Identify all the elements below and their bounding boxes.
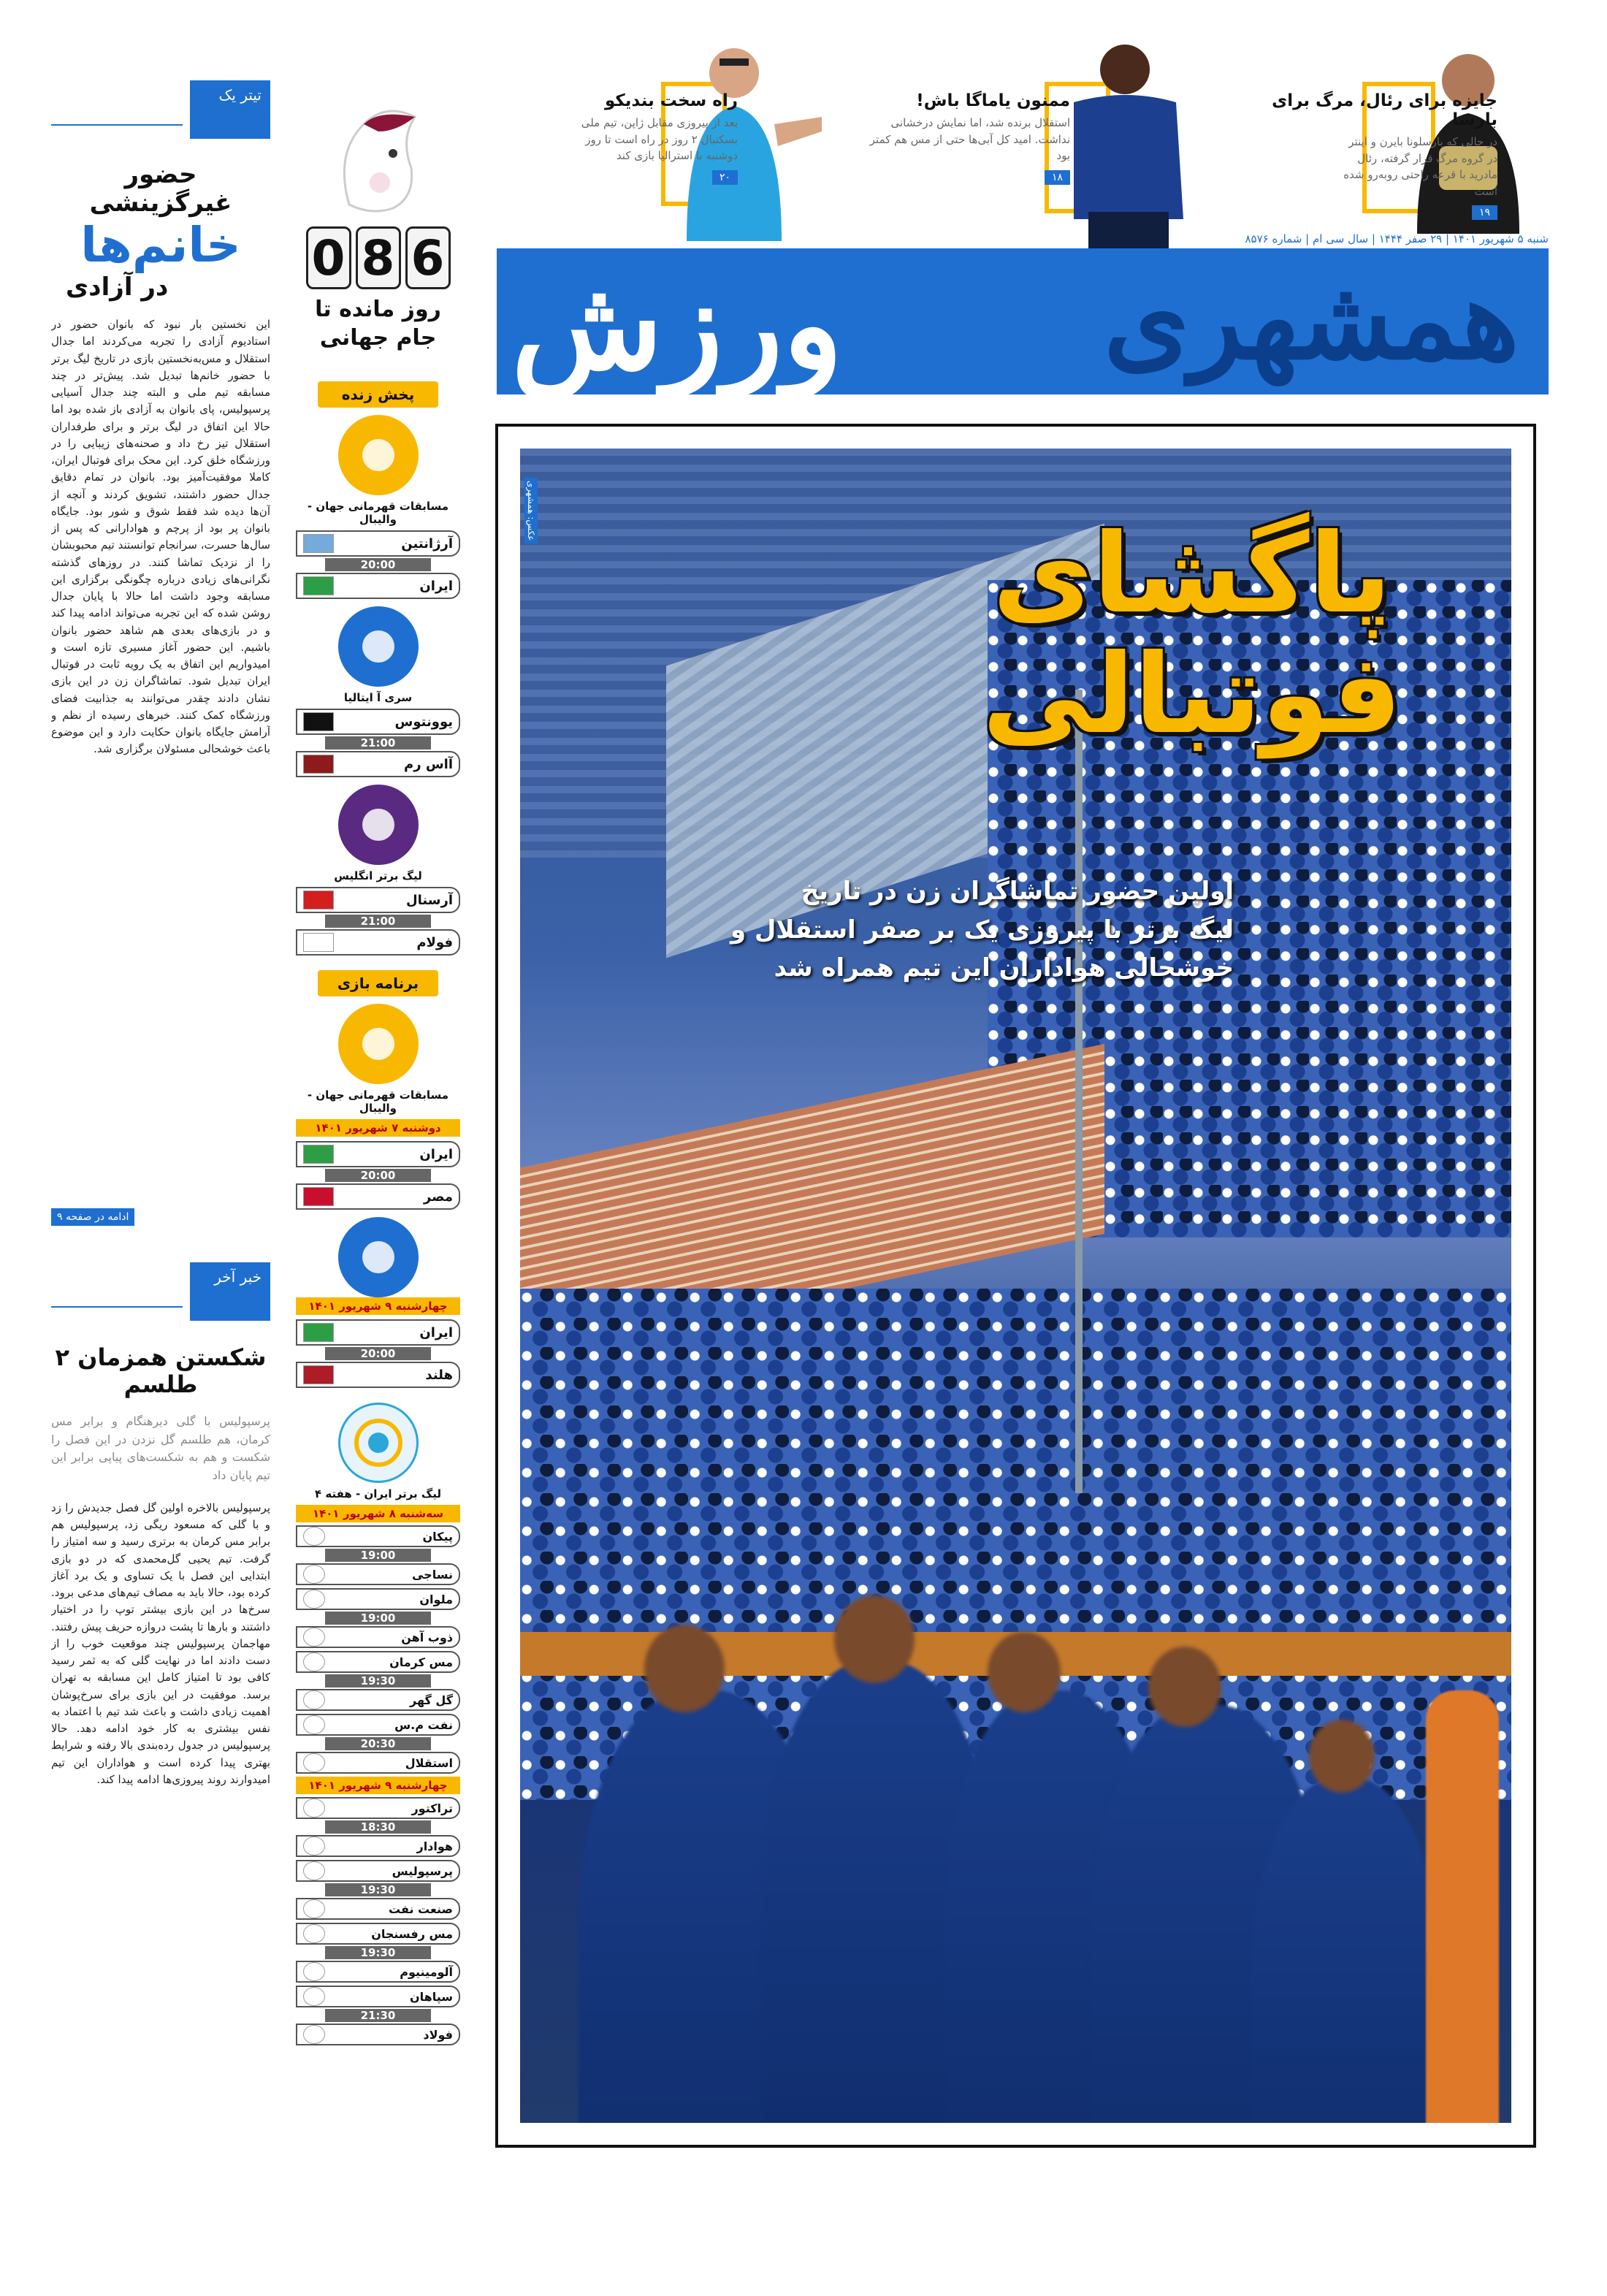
team-name: آاس رم: [404, 756, 453, 772]
page-number: ۲۰: [712, 170, 738, 185]
left-column: [51, 80, 270, 2048]
team-name: مس رفسنجان: [371, 1926, 453, 1941]
team-row: [296, 709, 460, 735]
story-card[interactable]: [866, 91, 1070, 185]
team-name: سپاهان: [409, 1989, 453, 2004]
team-name: آرژانتین: [401, 535, 453, 552]
team-flag-icon: [303, 1987, 325, 2006]
competition-logo: [338, 785, 419, 865]
post-title: در آزادی: [66, 272, 169, 302]
match-time: 18:30: [325, 1820, 431, 1834]
team-flag-icon: [303, 933, 334, 952]
team-row: [296, 2024, 460, 2045]
program-heading: برنامه بازی: [318, 970, 438, 996]
match-date: چهارشنبه ۹ شهریور ۱۴۰۱: [296, 1777, 460, 1794]
competition-name: مسابقات قهرمانی جهان - والیبال: [307, 500, 449, 526]
subheadline-line: خوشحالی هواداران این تیم همراه شد: [774, 953, 1234, 983]
iran-league-logo: [338, 1403, 419, 1483]
team-flag-icon: [303, 712, 334, 731]
dateline: شنبه ۵ شهریور ۱۴۰۱ | ۲۹ صفر ۱۴۴۴ | سال سی ام | شماره ۸۵۷۶: [1245, 232, 1549, 245]
page-number: ۱۹: [1472, 205, 1497, 220]
league-logo-icon: [353, 1417, 404, 1468]
team-row: [296, 1752, 460, 1774]
team-row: [296, 1651, 460, 1673]
masthead: [497, 248, 1549, 398]
match-card[interactable]: [296, 709, 460, 777]
team-name: ذوب آهن: [401, 1630, 453, 1644]
match-time: 19:30: [325, 1674, 431, 1687]
story-card[interactable]: [519, 91, 738, 185]
league-list: [296, 1797, 460, 2045]
match-time: 20:00: [325, 1169, 431, 1182]
match-card[interactable]: [296, 1141, 460, 1210]
match-date: چهارشنبه ۹ شهریور ۱۴۰۱: [296, 1297, 460, 1315]
team-row: [296, 530, 460, 557]
team-flag-icon: [303, 1690, 325, 1709]
team-flag-icon: [303, 1565, 325, 1584]
match-time: 20:00: [325, 558, 431, 571]
team-row: [296, 573, 460, 599]
masthead-subtitle: ورزش: [511, 252, 843, 398]
team-flag-icon: [303, 1187, 334, 1206]
team-row: [296, 1362, 460, 1388]
team-row: [296, 1923, 460, 1945]
team-name: گل گهر: [410, 1693, 453, 1707]
team-name: پیکان: [422, 1529, 453, 1544]
main-subheadline: [730, 872, 1234, 988]
match-time: 19:00: [325, 1612, 431, 1625]
schedule-column: [296, 80, 460, 2048]
team-flag-icon: [303, 1323, 334, 1342]
match-card[interactable]: [296, 1860, 460, 1920]
team-row: [296, 1563, 460, 1585]
pre-title: حضور غیرگزینشی: [89, 160, 232, 218]
headline-line: فوتبالی: [982, 631, 1402, 758]
team-flag-icon: [303, 1652, 325, 1671]
team-flag-icon: [303, 1962, 325, 1981]
story-title: ممنون یاماگا باش!: [916, 91, 1070, 110]
team-row: [296, 751, 460, 777]
team-flag-icon: [303, 576, 334, 595]
team-name: استقلال: [405, 1755, 453, 1770]
competition-name: لیگ برتر ایران - هفته ۴: [315, 1487, 441, 1500]
photo-credit: عکس: همشهری: [524, 478, 538, 544]
countdown-digit: 6: [405, 226, 451, 289]
story-body: در حالی که بارسلونا بایرن و اینتر در گروه مرگ قرار گرفته، رئال مادرید با قرعه راحتی روبه‌رو شده است: [1343, 135, 1497, 198]
team-row: [296, 1835, 460, 1857]
team-flag-icon: [303, 1715, 325, 1734]
headline-line: پاگشای: [992, 511, 1392, 638]
team-row: [296, 1797, 460, 1819]
team-name: فولاد: [423, 2027, 453, 2042]
team-row: [296, 1183, 460, 1210]
match-card[interactable]: [296, 887, 460, 956]
match-time: 19:00: [325, 1549, 431, 1562]
section-tag: خبر آخر: [190, 1262, 270, 1321]
section-tag: تیتر یک: [190, 80, 270, 139]
team-row: [296, 1986, 460, 2007]
team-name: مس کرمان: [389, 1655, 453, 1669]
match-card[interactable]: [296, 1588, 460, 1648]
story-title: جایزه برای رئال، مرگ برای بارسا: [1272, 91, 1497, 129]
team-name: فولام: [416, 934, 453, 950]
countdown: [296, 226, 460, 289]
main-headline: [982, 511, 1402, 758]
team-name: مصر: [423, 1189, 453, 1205]
team-name: یوونتوس: [394, 714, 453, 730]
page-number: ۱۸: [1045, 170, 1070, 185]
team-flag-icon: [303, 1145, 334, 1164]
team-flag-icon: [303, 1590, 325, 1609]
match-time: 21:00: [325, 915, 431, 928]
team-flag-icon: [303, 1899, 325, 1918]
competition-logo: [338, 606, 419, 687]
player: [1251, 1778, 1440, 2123]
news-lead: پرسپولیس با گلی دیرهنگام و برابر مس کرمان، هم طلسم گل نزدن در این فصل را شکست و هم به شکست‌های پیاپی برابر این تیم پایان داد: [51, 1414, 270, 1483]
team-flag-icon: [303, 890, 334, 909]
countdown-digit: 0: [306, 226, 351, 289]
match-time: 19:30: [325, 1946, 431, 1959]
team-flag-icon: [303, 1628, 325, 1647]
subheadline-line: لیگ برتر با پیروزی یک بر صفر استقلال و: [730, 915, 1234, 945]
program-list: [296, 1004, 460, 1388]
match-date: سه‌شنبه ۸ شهریور ۱۴۰۱: [296, 1505, 460, 1522]
team-name: نساجی: [411, 1567, 453, 1582]
team-row: [296, 1898, 460, 1920]
match-time: 21:00: [325, 736, 431, 750]
team-flag-icon: [303, 534, 334, 553]
team-row: [296, 1588, 460, 1610]
continue-link[interactable]: ادامه در صفحه ۹: [51, 1208, 134, 1226]
match-card[interactable]: [296, 530, 460, 599]
countdown-label: جام جهانی: [319, 325, 437, 351]
story-body: بعد از پیروزی مقابل ژاپن، تیم ملی بسکتبال ۲ روز در راه است تا روز دوشنبه با استرالیا بازی کند: [581, 116, 738, 162]
team-row: [296, 1626, 460, 1648]
competition-logo-icon: [356, 625, 400, 668]
story-title: راه سخت بندیکو: [604, 91, 738, 110]
team-flag-icon: [303, 1861, 325, 1880]
team-row: [296, 1141, 460, 1167]
match-time: 20:00: [325, 1347, 431, 1360]
match-card[interactable]: [296, 1525, 460, 1585]
live-list: [296, 415, 460, 956]
main-photo: [520, 449, 1511, 2123]
live-heading: پخش زنده: [318, 381, 438, 408]
team-row: [296, 1961, 460, 1983]
team-flag-icon: [303, 1527, 325, 1546]
team-name: هوادار: [416, 1839, 453, 1853]
team-flag-icon: [303, 1365, 334, 1384]
world-cup-mascot: [296, 80, 460, 226]
competition-logo-icon: [356, 803, 400, 847]
match-card[interactable]: [296, 1651, 460, 1711]
team-row: [296, 887, 460, 913]
countdown-digit: 8: [356, 226, 401, 289]
team-row: [296, 1525, 460, 1547]
team-name: تراکتور: [411, 1801, 453, 1815]
team-flag-icon: [303, 755, 334, 774]
news-body: پرسپولیس بالاخره اولین گل فصل جدیدش را زد و با گلی که مسعود ریگی زد، پرسپولیس هم برابر مس کرمان به برتری رسید و سه امتیاز را گرفت. تیم یحیی گل‌محمدی که در دو بازی ابتدایی این فصل با یک تساوی و یک برد آغاز کرده بود، حالا باید به مصاف تیم‌های مدعی برود. سرخ‌ها در این بازی بیشتر توپ را در اختیار داشتند و بارها تا پشت دروازه حریف پیش رفتند. مهاجمان پرسپولیس چند موقعیت خوب را از دست دادند اما در نهایت گلی که به ثمر رسید کافی بود تا امتیاز کامل این مسابقه به تهران برسد. موفقیت در این بازی برای سرخ‌پوشان اهمیت زیادی داشت و باعث شد تیم با اعتماد به نفس بیشتری به کار خود ادامه دهد. حالا پرسپولیس در جدول رده‌بندی بالا رفته و شرایط بهتری پیدا کرده است و هواداران این تیم امیدوارند روند پیروزی‌ها ادامه پیدا کند.: [51, 1500, 270, 1786]
team-row: [296, 1319, 460, 1346]
match-date: دوشنبه ۷ شهریور ۱۴۰۱: [296, 1119, 460, 1137]
team-flag-icon: [303, 1799, 325, 1818]
competition-name: مسابقات قهرمانی جهان - والیبال: [307, 1088, 449, 1115]
divider: [51, 124, 183, 126]
team-row: [296, 1714, 460, 1736]
match-card[interactable]: [296, 1319, 460, 1388]
match-card[interactable]: [296, 1714, 460, 1774]
match-card[interactable]: [296, 1923, 460, 1983]
team-flag-icon: [303, 1837, 325, 1856]
team-name: ملوان: [419, 1592, 453, 1606]
team-name: هلند: [425, 1367, 453, 1383]
team-flag-icon: [303, 1753, 325, 1772]
competition-logo: [338, 1217, 419, 1297]
competition-logo: [338, 1004, 419, 1084]
match-time: 21:30: [325, 2009, 431, 2022]
league-list: [296, 1525, 460, 1774]
news-title: شکستن همزمان ۲ طلسم: [55, 1343, 267, 1398]
team-row: [296, 929, 460, 956]
team-flag-icon: [303, 2025, 325, 2044]
lead-title: خانم‌ها: [80, 217, 241, 274]
team-name: نفت م.س: [394, 1717, 453, 1732]
subheadline-line: اولین حضور تماشاگران زن در تاریخ: [801, 877, 1234, 906]
story-card[interactable]: [1271, 91, 1497, 220]
team-name: آلومینیوم: [400, 1964, 453, 1979]
main-photo-frame: [495, 424, 1536, 2148]
team-row: [296, 1689, 460, 1711]
article-body: این نخستین بار نبود که بانوان حضور در استادیوم آزادی را تجربه می‌کردند اما جدال استقلال و مس‌به‌نخستین بازی در تاریخ لیگ برتر با حضور خانم‌ها تبدیل شد. پیش‌تر در چند مسابقه تیم ملی و البته چند جدال آسیایی پرسپولیس، پای بانوان به آزادی باز شده بود اما حالا این اتفاق در لیگ برتر و برای طرفداران استقلال تیز رخ داد و صحنه‌های زیبایی را در ورزشگاه خلق کرد. این محک برای فوتبال ایران، کاملا موفقیت‌آمیز بود. بانوان در تمام دقایق جدال حضور داشتند، تشویق کردند و آنچه از آن‌ها دیده شد فقط شوق و شور بود. جایگاه بانوان پر بود از پرچم و هوادارانی که پس از سال‌ها حسرت، سرانجام توانستند تیم محبوبشان را از نزدیک تماشا کنند. در روزهای گذشته نگرانی‌های زیادی درباره چگونگی برگزاری این مسابقه وجود داشت اما حالا با پایان جدال روشن شده که این تجربه می‌تواند ادامه پیدا کند و در بازی‌های بعدی هم شاهد حضور بانوان باشیم. این حضور آغاز مسیری تازه است و امیدواریم این اتفاق به یک رویه ثابت در فوتبال ایران تبدیل شود. تماشاگران زن در این بازی نشان دادند چقدر می‌توانند به جذابیت فضای ورزشگاه کمک کنند. خبرهای رسیده از نظم و آرامش جایگاه بانوان حکایت دارد و این موضوع باعث خوشحالی مسئولان برگزاری شد.: [51, 318, 270, 756]
competition-name: سری آ ایتالیا: [343, 691, 413, 704]
match-card[interactable]: [296, 1986, 460, 2045]
team-name: صنعت نفت: [389, 1902, 453, 1916]
team-row: [296, 1860, 460, 1882]
match-time: 19:30: [325, 1883, 431, 1896]
competition-logo: [338, 415, 419, 495]
countdown-label: روز مانده تا: [315, 297, 441, 322]
masthead-title: همشهری: [1104, 256, 1519, 384]
competition-logo-icon: [356, 433, 400, 477]
team-name: ایران: [419, 1146, 453, 1162]
match-card[interactable]: [296, 1797, 460, 1857]
divider: [51, 1306, 183, 1308]
team-name: ایران: [419, 578, 453, 594]
competition-name: لیگ برتر انگلیس: [334, 869, 422, 882]
team-flag-icon: [303, 1924, 325, 1943]
photographer: [1426, 1690, 1499, 2123]
team-name: آرسنال: [406, 892, 453, 908]
mascot-icon: [320, 88, 437, 219]
team-name: پرسپولیس: [392, 1864, 453, 1878]
story-body: استقلال برنده شد، اما نمایش درخشانی نداشت. امید کل آبی‌ها حتی از مس‌ هم کمتر بود: [869, 116, 1070, 162]
competition-logo-icon: [356, 1022, 400, 1066]
competition-logo-icon: [356, 1235, 400, 1279]
match-time: 20:30: [325, 1737, 431, 1750]
team-name: ایران: [419, 1324, 453, 1340]
